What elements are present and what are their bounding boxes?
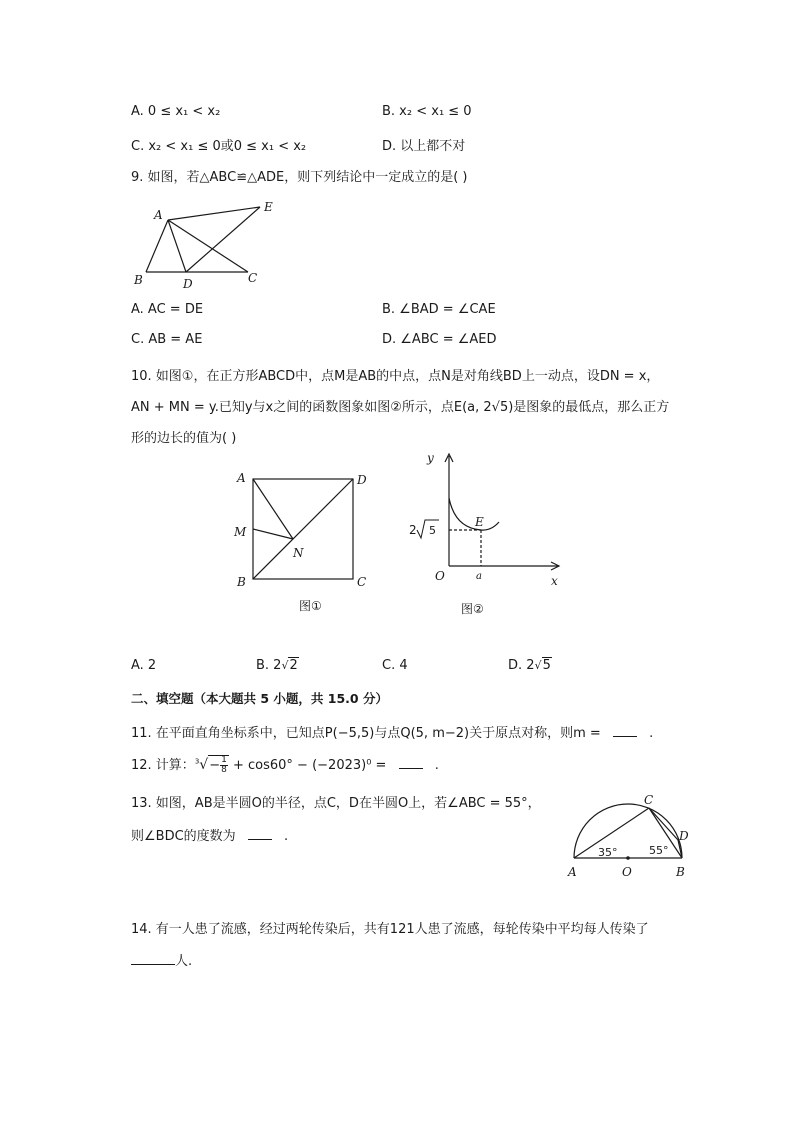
fig1-label-n: N: [293, 546, 304, 560]
q10-option-a: A. 2: [131, 658, 157, 673]
q12-rest: + cos60° − (−2023)⁰ =: [232, 758, 387, 773]
fig2-label-y: y: [427, 451, 434, 465]
q13-angle-b: 55°: [649, 844, 669, 857]
q12-prefix: 12. 计算：: [131, 758, 195, 773]
q13-end: .: [283, 829, 289, 844]
q9-option-d: D. ∠ABC = ∠AED: [382, 332, 497, 347]
fig1-label-m: M: [234, 525, 247, 539]
q10-function-graph: [403, 448, 568, 620]
q13-semicircle-figure: [562, 790, 702, 885]
q9-label-c: C: [248, 271, 258, 285]
q10-square-figure: [225, 468, 385, 618]
q8-option-c: C. x₂ < x₁ ≤ 0或0 ≤ x₁ < x₂: [131, 139, 307, 154]
fig1-label-c: C: [357, 575, 367, 589]
q9-label-d: D: [183, 277, 193, 291]
q13-line-2-text: 则∠BDC的度数为: [131, 829, 236, 844]
q10-option-b-prefix: B. 2: [256, 658, 282, 673]
q14-line-2: [131, 950, 192, 969]
q13-label-d: D: [679, 829, 689, 843]
q9-label-b: B: [134, 273, 143, 287]
fig1-label-a: A: [237, 471, 246, 485]
section-fill-in-heading: 二、填空题（本大题共 5 小题，共 15.0 分）: [131, 691, 388, 706]
q14-answer-blank[interactable]: [131, 952, 175, 965]
q10-option-d-prefix: D. 2: [508, 658, 535, 673]
q10-option-b: B. 2√2: [256, 658, 298, 673]
q12-end: .: [434, 758, 439, 773]
q12-frac-den: 8: [221, 765, 227, 775]
q9-option-b: B. ∠BAD = ∠CAE: [382, 302, 496, 317]
q13-angle-a: 35°: [598, 846, 618, 859]
q13-label-c: C: [644, 793, 654, 807]
q10-line-3: 形的边长的值为( ): [131, 431, 237, 446]
q10-option-d-radicand: 5: [542, 658, 551, 673]
q12-line: 12. 计算：$^3$√− $\frac{1}{8}$ + cos60° − (−2023)⁰ = .: [131, 755, 439, 775]
q9-stem: 9. 如图，若△ABC≌△ADE，则下列结论中一定成立的是( ): [131, 170, 468, 185]
fig1-label-b: B: [237, 575, 246, 589]
q14-suffix: 人.: [175, 954, 193, 969]
q13-line-1: 13. 如图，AB是半圆O的半径，点C，D在半圆O上，若∠ABC = 55°，: [131, 796, 541, 811]
q9-option-c: C. AB = AE: [131, 332, 203, 347]
fig2-label-e: E: [475, 515, 484, 529]
q8-option-a: A. 0 ≤ x₁ < x₂: [131, 104, 221, 119]
q9-label-a: A: [154, 208, 163, 222]
q13-answer-blank[interactable]: [248, 827, 272, 840]
fig1-label-d: D: [357, 473, 367, 487]
q11-text: 11. 在平面直角坐标系中，已知点P(−5,5)与点Q(5, m−2)关于原点对称，则m =: [131, 726, 601, 741]
q8-option-b: B. x₂ < x₁ ≤ 0: [382, 104, 472, 119]
q12-minus: −: [209, 758, 221, 773]
q10-option-c: C. 4: [382, 658, 408, 673]
q11-end: .: [649, 726, 654, 741]
q11-line: [131, 722, 653, 741]
q9-option-a: A. AC = DE: [131, 302, 204, 317]
fig1-caption: 图①: [299, 599, 322, 613]
fig2-y-coef: 2: [409, 523, 417, 537]
q13-center-point: [626, 856, 630, 860]
q13-line-2: [131, 825, 288, 844]
q10-option-b-radicand: 2: [289, 658, 298, 673]
q11-answer-blank[interactable]: [613, 724, 637, 737]
q12-root-index: 3: [194, 757, 200, 766]
q12-answer-blank[interactable]: [399, 756, 423, 769]
q9-triangle-figure: [128, 195, 288, 295]
q10-line-1: 10. 如图①，在正方形ABCD中，点M是AB的中点，点N是对角线BD上一动点，设DN = x，: [131, 369, 660, 384]
fig2-label-a: a: [476, 571, 482, 582]
q13-label-b: B: [676, 865, 685, 879]
q13-label-o: O: [622, 865, 632, 879]
q12-frac-num: 1: [221, 755, 227, 765]
fig2-label-x: x: [551, 574, 558, 588]
q13-label-a: A: [568, 865, 577, 879]
fig2-label-o: O: [435, 569, 445, 583]
q9-label-e: E: [264, 200, 273, 214]
q8-option-d: D. 以上都不对: [382, 139, 466, 154]
q14-line-1: 14. 有一人患了流感，经过两轮传染后，共有121人患了流感，每轮传染中平均每人传染了: [131, 922, 649, 937]
q10-option-d: D. 2√5: [508, 658, 551, 673]
fig2-y-radicand: 5: [429, 524, 436, 537]
fig2-caption: 图②: [461, 602, 484, 616]
q10-line-2: AN + MN = y.已知y与x之间的函数图象如图②所示，点E(a, 2√5)是图象的最低点，那么正方: [131, 400, 670, 415]
